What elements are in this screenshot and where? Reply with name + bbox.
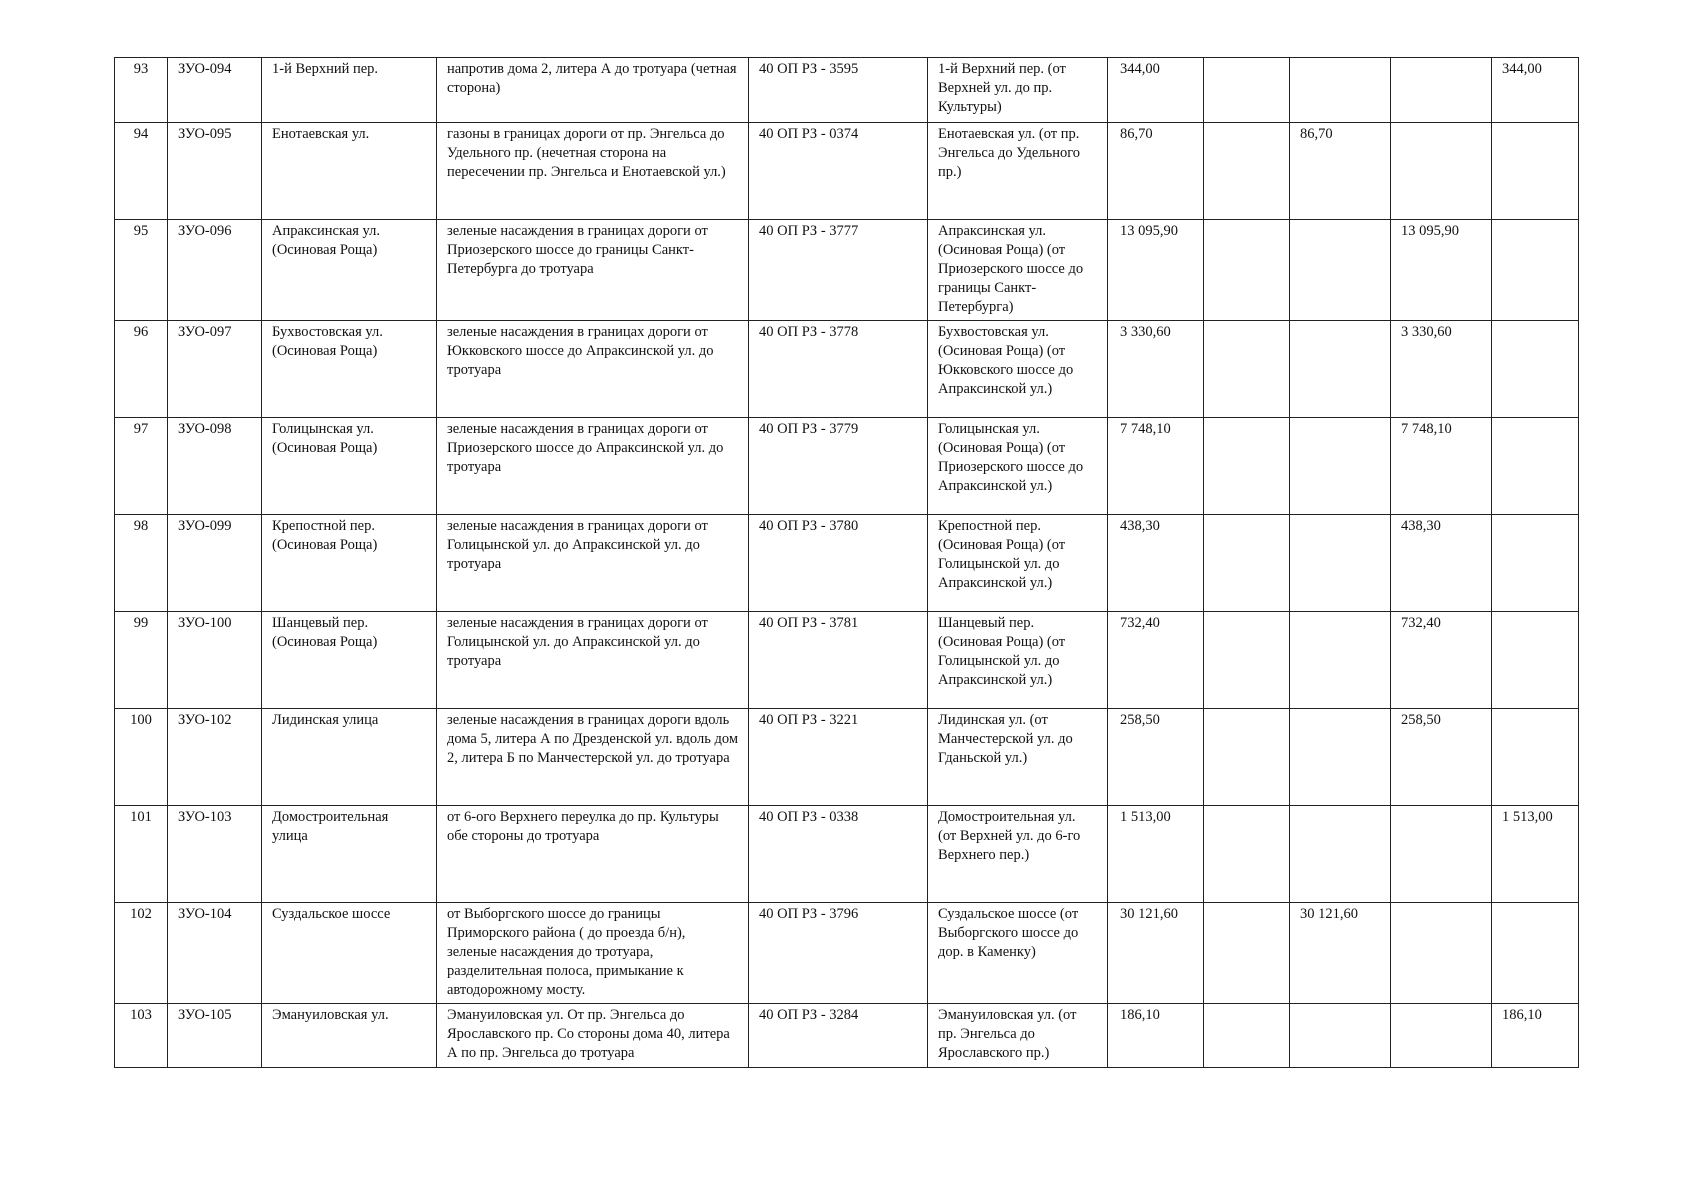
table-row (115, 58, 1579, 123)
area-col-1 (1204, 709, 1290, 806)
area-col-3 (1391, 1004, 1492, 1068)
road-id: 40 ОП РЗ - 0374 (749, 123, 928, 220)
area-col-1 (1204, 123, 1290, 220)
table-row (115, 418, 1579, 515)
zone-code: ЗУО-102 (168, 709, 262, 806)
area-col-4 (1492, 321, 1579, 418)
object-description: зеленые насаждения в границах дороги вдоль дома 5, литера А по Дрезденской ул. вдоль дом 2, литера Б по Манчестерской ул. до тротуара (437, 709, 749, 806)
area-col-2 (1290, 321, 1391, 418)
area-col-1 (1204, 220, 1290, 321)
green-zones-table (114, 57, 1579, 1068)
area-total: 86,70 (1108, 123, 1204, 220)
road-name: Крепостной пер. (Осиновая Роща) (от Голицынской ул. до Апраксинской ул.) (928, 515, 1108, 612)
road-name: Бухвостовская ул. (Осиновая Роща) (от Юкковского шоссе до Апраксинской ул.) (928, 321, 1108, 418)
area-col-2 (1290, 806, 1391, 903)
road-id: 40 ОП РЗ - 0338 (749, 806, 928, 903)
area-col-1 (1204, 1004, 1290, 1068)
object-description: зеленые насаждения в границах дороги от Голицынской ул. до Апраксинской ул. до тротуара (437, 515, 749, 612)
road-id: 40 ОП РЗ - 3777 (749, 220, 928, 321)
area-col-1 (1204, 612, 1290, 709)
road-id: 40 ОП РЗ - 3221 (749, 709, 928, 806)
area-col-3: 438,30 (1391, 515, 1492, 612)
area-col-2: 30 121,60 (1290, 903, 1391, 1004)
area-col-3 (1391, 58, 1492, 123)
area-col-4: 1 513,00 (1492, 806, 1579, 903)
area-total: 7 748,10 (1108, 418, 1204, 515)
row-number: 101 (115, 806, 168, 903)
table-row (115, 515, 1579, 612)
area-total: 13 095,90 (1108, 220, 1204, 321)
table-row (115, 612, 1579, 709)
object-name: Эмануиловская ул. (262, 1004, 437, 1068)
zone-code: ЗУО-103 (168, 806, 262, 903)
zone-code: ЗУО-096 (168, 220, 262, 321)
area-col-1 (1204, 58, 1290, 123)
object-description: зеленые насаждения в границах дороги от Приозерского шоссе до Апраксинской ул. до тротуара (437, 418, 749, 515)
object-description: газоны в границах дороги от пр. Энгельса до Удельного пр. (нечетная сторона на пересечении пр. Энгельса и Енотаевской ул.) (437, 123, 749, 220)
object-name: Апраксинская ул. (Осиновая Роща) (262, 220, 437, 321)
row-number: 100 (115, 709, 168, 806)
area-total: 344,00 (1108, 58, 1204, 123)
area-col-1 (1204, 321, 1290, 418)
object-description: напротив дома 2, литера А до тротуара (четная сторона) (437, 58, 749, 123)
road-id: 40 ОП РЗ - 3284 (749, 1004, 928, 1068)
area-total: 732,40 (1108, 612, 1204, 709)
table-row (115, 709, 1579, 806)
row-number: 98 (115, 515, 168, 612)
area-col-4: 344,00 (1492, 58, 1579, 123)
object-description: зеленые насаждения в границах дороги от Голицынской ул. до Апраксинской ул. до тротуара (437, 612, 749, 709)
road-name: Голицынская ул. (Осиновая Роща) (от Приозерского шоссе до Апраксинской ул.) (928, 418, 1108, 515)
zone-code: ЗУО-097 (168, 321, 262, 418)
zone-code: ЗУО-099 (168, 515, 262, 612)
area-col-2 (1290, 709, 1391, 806)
row-number: 99 (115, 612, 168, 709)
area-total: 30 121,60 (1108, 903, 1204, 1004)
area-col-1 (1204, 806, 1290, 903)
area-col-4 (1492, 515, 1579, 612)
area-col-3: 3 330,60 (1391, 321, 1492, 418)
object-description: от Выборгского шоссе до границы Приморского района ( до проезда б/н), зеленые насаждения до тротуара, разделительная полоса, примыкание к автодорожному мосту. (437, 903, 749, 1004)
area-col-3 (1391, 123, 1492, 220)
zone-code: ЗУО-105 (168, 1004, 262, 1068)
road-id: 40 ОП РЗ - 3781 (749, 612, 928, 709)
object-name: Суздальское шоссе (262, 903, 437, 1004)
area-col-2 (1290, 1004, 1391, 1068)
area-col-2 (1290, 418, 1391, 515)
object-name: Лидинская улица (262, 709, 437, 806)
zone-code: ЗУО-095 (168, 123, 262, 220)
road-id: 40 ОП РЗ - 3780 (749, 515, 928, 612)
row-number: 94 (115, 123, 168, 220)
area-col-3: 732,40 (1391, 612, 1492, 709)
road-name: Домостроительная ул. (от Верхней ул. до 6-го Верхнего пер.) (928, 806, 1108, 903)
zone-code: ЗУО-100 (168, 612, 262, 709)
area-col-4 (1492, 220, 1579, 321)
table-row (115, 806, 1579, 903)
object-name: Крепостной пер. (Осиновая Роща) (262, 515, 437, 612)
road-id: 40 ОП РЗ - 3779 (749, 418, 928, 515)
object-name: Голицынская ул. (Осиновая Роща) (262, 418, 437, 515)
table-row (115, 903, 1579, 1004)
road-name: Енотаевская ул. (от пр. Энгельса до Удельного пр.) (928, 123, 1108, 220)
object-description: Эмануиловская ул. От пр. Энгельса до Ярославского пр. Со стороны дома 40, литера А по пр. Энгельса до тротуара (437, 1004, 749, 1068)
area-col-4 (1492, 612, 1579, 709)
area-col-2 (1290, 58, 1391, 123)
row-number: 93 (115, 58, 168, 123)
area-col-3: 13 095,90 (1391, 220, 1492, 321)
area-col-4 (1492, 418, 1579, 515)
row-number: 96 (115, 321, 168, 418)
area-total: 186,10 (1108, 1004, 1204, 1068)
area-total: 3 330,60 (1108, 321, 1204, 418)
road-name: 1-й Верхний пер. (от Верхней ул. до пр. Культуры) (928, 58, 1108, 123)
road-name: Лидинская ул. (от Манчестерской ул. до Гданьской ул.) (928, 709, 1108, 806)
table-row (115, 220, 1579, 321)
road-id: 40 ОП РЗ - 3778 (749, 321, 928, 418)
area-col-4: 186,10 (1492, 1004, 1579, 1068)
object-name: Бухвостовская ул. (Осиновая Роща) (262, 321, 437, 418)
area-col-2 (1290, 612, 1391, 709)
road-name: Эмануиловская ул. (от пр. Энгельса до Ярославского пр.) (928, 1004, 1108, 1068)
row-number: 103 (115, 1004, 168, 1068)
row-number: 95 (115, 220, 168, 321)
area-col-2: 86,70 (1290, 123, 1391, 220)
area-col-3: 7 748,10 (1391, 418, 1492, 515)
row-number: 102 (115, 903, 168, 1004)
area-col-4 (1492, 903, 1579, 1004)
table-body (115, 58, 1579, 1068)
area-total: 438,30 (1108, 515, 1204, 612)
table-row (115, 123, 1579, 220)
table-row (115, 321, 1579, 418)
object-name: Домостроительная улица (262, 806, 437, 903)
row-number: 97 (115, 418, 168, 515)
object-name: Шанцевый пер. (Осиновая Роща) (262, 612, 437, 709)
area-col-1 (1204, 515, 1290, 612)
area-col-1 (1204, 418, 1290, 515)
area-col-4 (1492, 709, 1579, 806)
table-row (115, 1004, 1579, 1068)
zone-code: ЗУО-094 (168, 58, 262, 123)
road-name: Суздальское шоссе (от Выборгского шоссе до дор. в Каменку) (928, 903, 1108, 1004)
object-name: 1-й Верхний пер. (262, 58, 437, 123)
area-col-4 (1492, 123, 1579, 220)
area-col-2 (1290, 220, 1391, 321)
road-id: 40 ОП РЗ - 3595 (749, 58, 928, 123)
zone-code: ЗУО-098 (168, 418, 262, 515)
road-id: 40 ОП РЗ - 3796 (749, 903, 928, 1004)
object-name: Енотаевская ул. (262, 123, 437, 220)
road-name: Апраксинская ул. (Осиновая Роща) (от Приозерского шоссе до границы Санкт-Петербурга) (928, 220, 1108, 321)
area-col-2 (1290, 515, 1391, 612)
area-col-1 (1204, 903, 1290, 1004)
area-col-3 (1391, 806, 1492, 903)
area-col-3: 258,50 (1391, 709, 1492, 806)
road-name: Шанцевый пер. (Осиновая Роща) (от Голицынской ул. до Апраксинской ул.) (928, 612, 1108, 709)
object-description: зеленые насаждения в границах дороги от Юкковского шоссе до Апраксинской ул. до тротуара (437, 321, 749, 418)
area-col-3 (1391, 903, 1492, 1004)
object-description: зеленые насаждения в границах дороги от Приозерского шоссе до границы Санкт-Петербурга до тротуара (437, 220, 749, 321)
area-total: 1 513,00 (1108, 806, 1204, 903)
area-total: 258,50 (1108, 709, 1204, 806)
object-description: от 6-ого Верхнего переулка до пр. Культуры обе стороны до тротуара (437, 806, 749, 903)
zone-code: ЗУО-104 (168, 903, 262, 1004)
